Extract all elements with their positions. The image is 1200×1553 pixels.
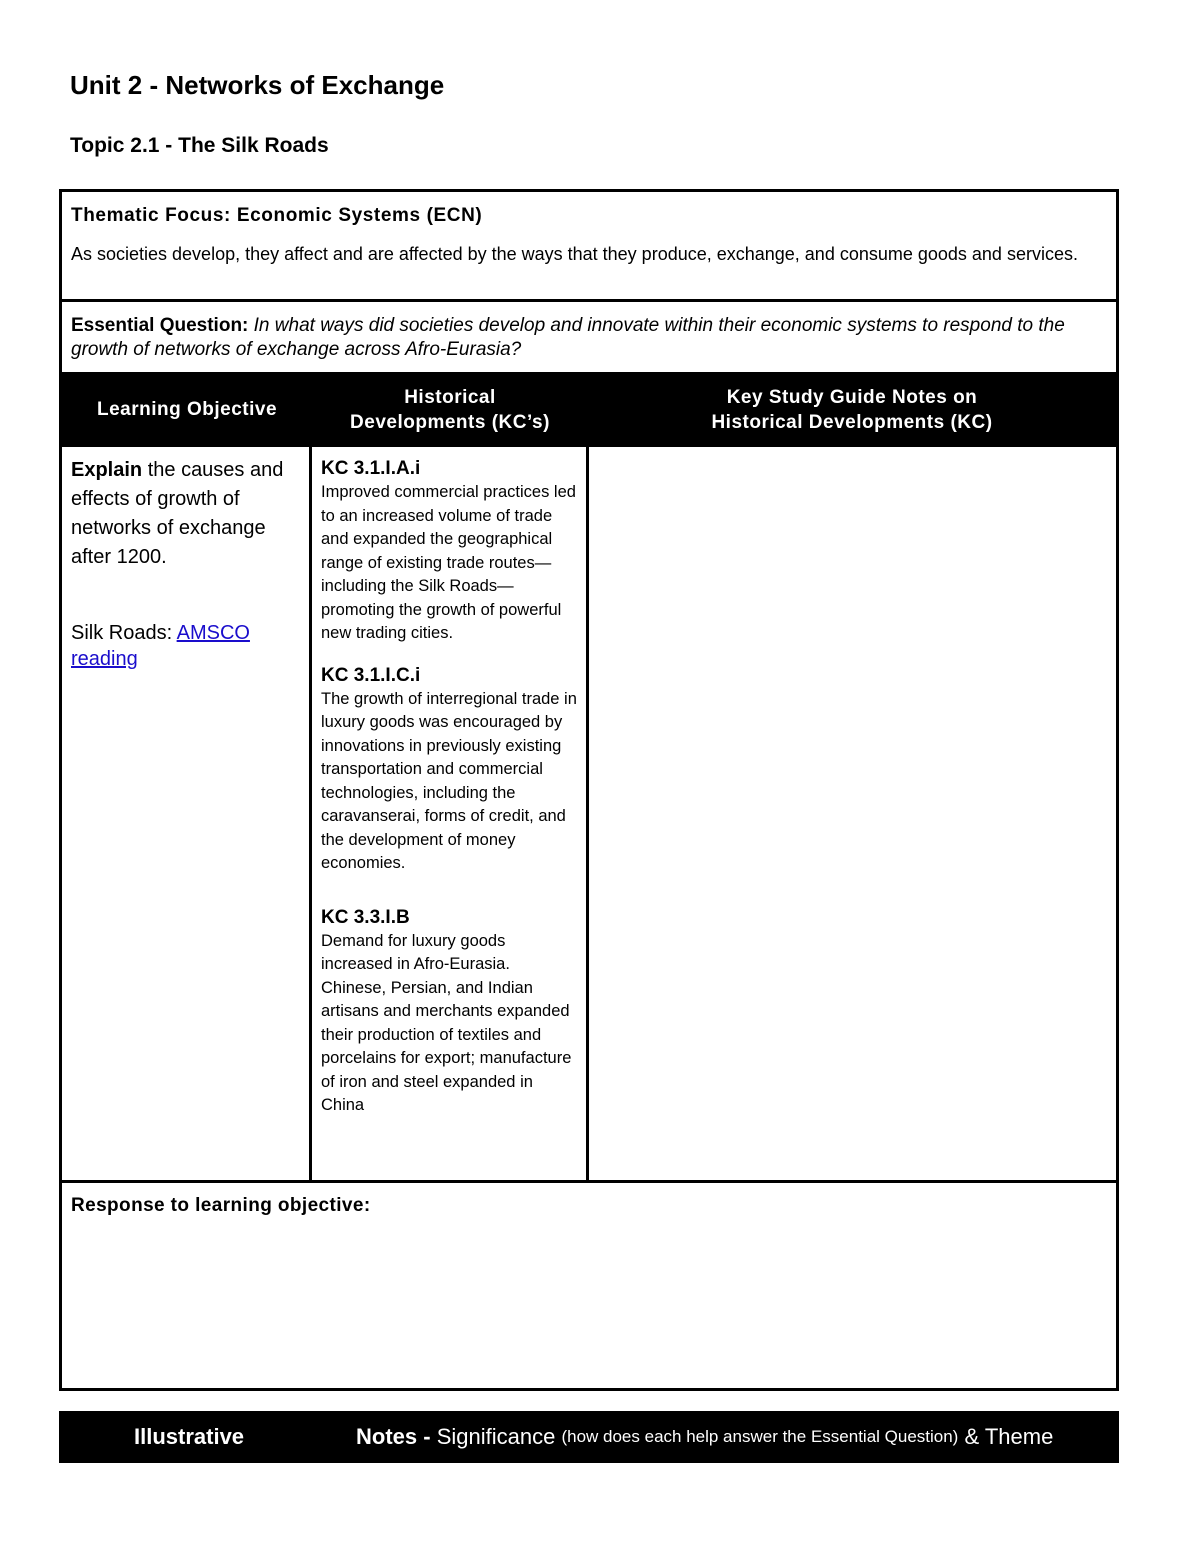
essential-question-label: Essential Question:	[71, 315, 249, 336]
amsco-reading-link[interactable]: AMSCO reading	[71, 622, 250, 670]
significance-note: (how does each help answer the Essential Question)	[561, 1427, 959, 1446]
header-historical-developments	[312, 372, 588, 447]
historical-developments-cell	[312, 447, 589, 1180]
illustrative-notes-bar	[59, 1411, 1119, 1463]
learning-objective-statement	[71, 456, 300, 572]
key-concept-text: The growth of interregional trade in luxury goods was encouraged by innovations in previously existing transportation and commercial technologies, including the caravanserai, forms of credit, and the development of money economies.	[321, 689, 577, 872]
notes-header	[356, 1411, 1053, 1463]
topic-title: Topic 2.1 - The Silk Roads	[70, 134, 329, 157]
learning-objective-text: the causes and effects of growth of networks of exchange after 1200.	[71, 459, 284, 568]
response-section[interactable]	[62, 1183, 1116, 1388]
essential-question-text: In what ways did societies develop and innovate within their economic systems to respond to the growth of networks of exchange across Afro-Eurasia?	[71, 315, 1065, 360]
notes-label: Notes -	[356, 1424, 431, 1449]
key-concept-text: Demand for luxury goods increased in Afro-Eurasia. Chinese, Persian, and Indian artisans and merchants expanded their production of textiles and porcelains for export; manufacture of iron and steel expanded in China	[321, 931, 572, 1114]
essential-question-section	[62, 302, 1116, 372]
response-label: Response to learning objective:	[71, 1195, 371, 1216]
key-concept-item	[321, 457, 577, 646]
thematic-focus-label: Thematic Focus: Economic Systems (ECN)	[71, 205, 483, 226]
key-concept-item	[321, 664, 577, 876]
key-concept-code: KC 3.1.I.C.i	[321, 664, 421, 686]
table-body-row	[62, 447, 1116, 1183]
header-notes-line2: Historical Developments (KC)	[711, 411, 993, 433]
key-concept-item	[321, 906, 577, 1118]
header-historical-line1: Historical	[404, 386, 496, 408]
header-learning-objective	[62, 372, 312, 447]
thematic-focus-description: As societies develop, they affect and are affected by the ways that they produce, exchange, and consume goods and services.	[71, 244, 1078, 264]
key-concept-code: KC 3.1.I.A.i	[321, 458, 421, 479]
header-historical-line2: Developments (KC’s)	[350, 411, 550, 433]
unit-title: Unit 2 - Networks of Exchange	[70, 70, 445, 100]
significance-label: Significance	[436, 1424, 556, 1449]
header-learning-objective-label: Learning Objective	[96, 399, 278, 420]
thematic-focus-section	[62, 192, 1116, 302]
learning-objective-verb: Explain	[71, 459, 143, 481]
header-notes-line1: Key Study Guide Notes on	[726, 386, 978, 408]
learning-objective-source	[71, 620, 300, 672]
learning-objective-cell	[62, 447, 312, 1180]
key-study-notes-cell[interactable]	[589, 447, 1116, 1180]
source-label: Silk Roads:	[71, 622, 173, 644]
key-concept-code: KC 3.3.I.B	[321, 906, 410, 928]
theme-label: & Theme	[964, 1424, 1054, 1449]
key-concept-text: Improved commercial practices led to an increased volume of trade and expanded the geographical range of existing trade routes— including the Silk Roads—promoting the growth of powerful new trading cities.	[321, 483, 576, 642]
table-header-row	[62, 372, 1116, 447]
header-key-study-notes	[588, 372, 1116, 447]
study-guide-table	[59, 189, 1119, 1391]
illustrative-label: Illustrative	[134, 1424, 245, 1449]
